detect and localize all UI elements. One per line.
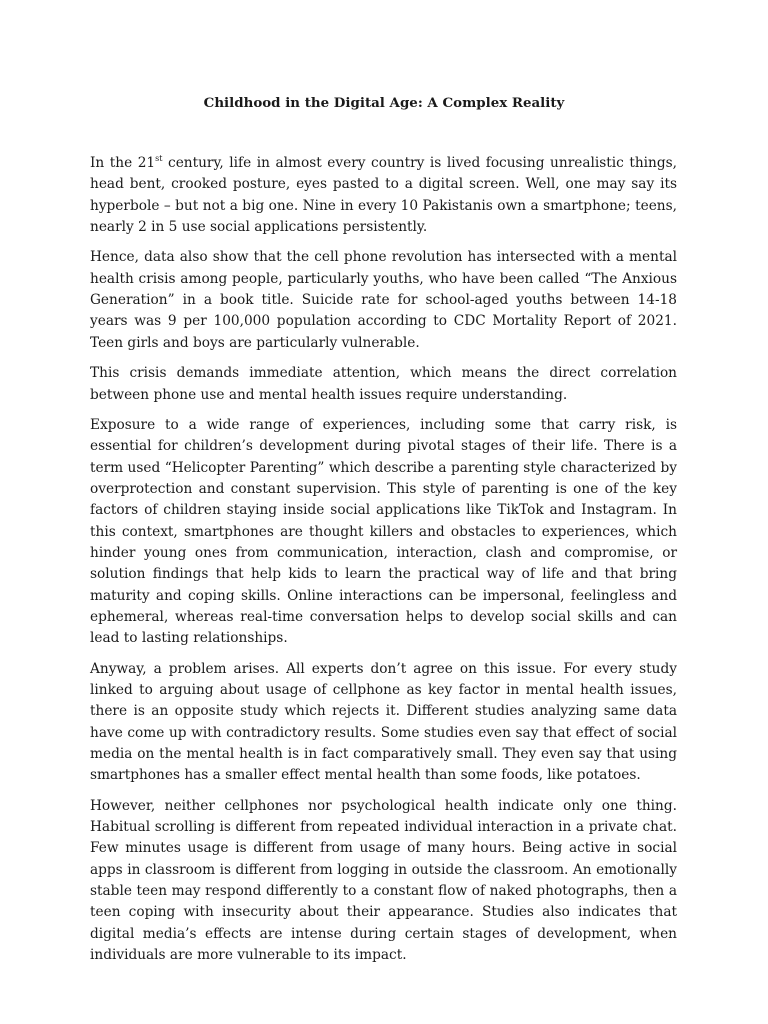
paragraph-1 xyxy=(90,153,677,238)
document-title: Childhood in the Digital Age: A Complex Reality xyxy=(203,95,565,111)
paragraph-3: This crisis demands immediate attention, which means the direct correlation between phone use and mental health issues require understanding. xyxy=(90,365,677,403)
paragraph-2: Hence, data also show that the cell phone revolution has intersected with a mental health crisis among people, particularly youths, who have been called “The Anxious Generation” in a book title. Suicide rate for school-aged youths between 14-18 years was 9 per 100,000 population according to CDC Mortality Report of 2021. Teen girls and boys are particularly vulnerable. xyxy=(90,249,677,351)
paragraph-5: Anyway, a problem arises. All experts don’t agree on this issue. For every study linked to arguing about usage of cellphone as key factor in mental health issues, there is an opposite study which rejects it. Different studies analyzing same data have come up with contradictory results. Some studies even say that effect of social media on the mental health is in fact comparatively small. They even say that using smartphones has a smaller effect mental health than some foods, like potatoes. xyxy=(90,660,677,784)
ordinal-superscript: st xyxy=(155,154,163,163)
paragraph-4: Exposure to a wide range of experiences, including some that carry risk, is essential for children’s development during pivotal stages of their life. There is a term used “Helicopter Parenting” which describe a parenting style characterized by overprotection and constant supervision. This style of parenting is one of the key factors of children staying inside social applications like TikTok and Instagram. In this context, smartphones are thought killers and obstacles to experiences, which hinder young ones from communication, interaction, clash and compromise, or solution findings that help kids to learn the practical way of life and that bring maturity and coping skills. Online interactions can be impersonal, feelingless and ephemeral, whereas real-time conversation helps to develop social skills and can lead to lasting relationships. xyxy=(90,417,677,647)
document-body xyxy=(90,153,677,975)
paragraph-1-text: century, life in almost every country is lived focusing unrealistic things, head bent, crooked posture, eyes pasted to a digital screen. Well, one may say its hyperbole – but not a big one. Nine in every 10 Pakistanis own a smartphone; teens, nearly 2 in 5 use social applications persistently. xyxy=(90,155,678,235)
paragraph-1-prefix: In the 21 xyxy=(90,155,156,171)
paragraph-6: However, neither cellphones nor psychological health indicate only one thing. Habitual scrolling is different from repeated individual interaction in a private chat. Few minutes usage is different from usage of many hours. Being active in social apps in classroom is different from logging in outside the classroom. An emotionally stable teen may respond differently to a constant flow of naked photographs, then a teen coping with insecurity about their appearance. Studies also indicates that digital media’s effects are intense during certain stages of development, when individuals are more vulnerable to its impact. xyxy=(90,797,677,963)
